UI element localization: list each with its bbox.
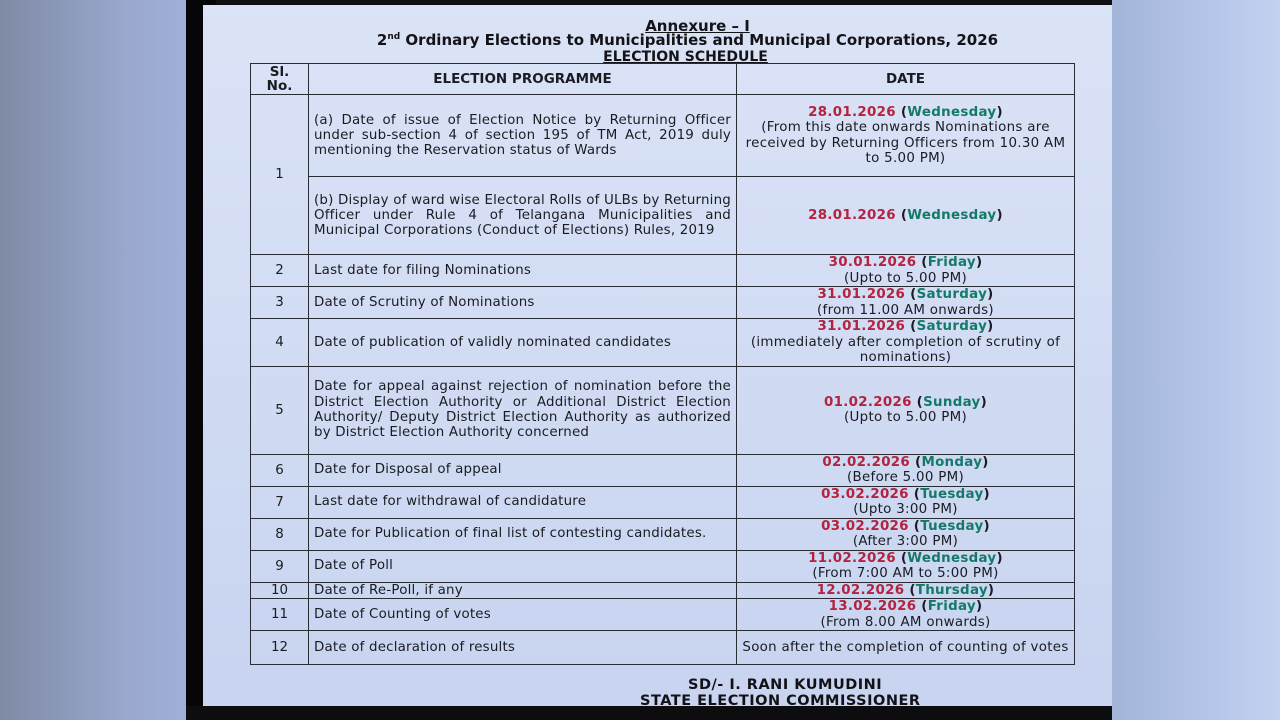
day-value: Tuesday [920,486,984,502]
schedule-heading: ELECTION SCHEDULE [603,49,768,65]
paren-open: ( [905,287,917,302]
paren-close: ) [987,287,994,302]
row-date-cell [737,255,1075,287]
row-programme: Last date for filing Nominations [309,255,737,287]
date-line [742,599,1069,615]
row-programme: (b) Display of ward wise Electoral Rolls of ULBs by Returning Officer under Rule 4 of Telangana Municipalities and Municipal Corporations (Conduct of Elections) Rules, 2019 [309,177,737,255]
row-sl-no: 12 [251,631,309,665]
row-date-cell [737,550,1075,582]
header-date: DATE [737,64,1075,95]
row-sl-no: 11 [251,599,309,631]
date-note: (From this date onwards Nominations are received by Returning Officers from 10.30 AM to 5.00 PM) [745,120,1066,166]
row-programme: Date for Disposal of appeal [309,454,737,486]
paren-open: ( [908,518,921,534]
date-value: 28.01.2026 [808,207,896,223]
row-programme: Date of Scrutiny of Nominations [309,287,737,319]
table-row [251,366,1075,454]
paren-close: ) [983,518,990,534]
row-sl-no: 8 [251,518,309,550]
row-date-cell [737,486,1075,518]
table-row [251,319,1075,367]
paren-close: ) [975,599,983,614]
date-value: 31.01.2026 [817,287,906,302]
row-programme: (a) Date of issue of Election Notice by Returning Officer under sub-section 4 of section 195 of TM Act, 2019 duly mentioning the Reservation status of Wards [309,95,737,177]
row-sl-no: 9 [251,550,309,582]
date-line [742,487,1069,503]
table-row [251,599,1075,631]
date-note: (Upto 3:00 PM) [853,502,958,517]
date-line [742,395,1069,411]
election-schedule-table [250,63,1075,665]
title-ordinal: 2 [376,31,388,49]
row-sl-no: 10 [251,582,309,599]
day-value: Sunday [923,394,981,410]
paren-open: ( [905,319,917,334]
paren-open: ( [895,104,908,120]
document-page [203,5,1112,709]
date-line [742,287,1069,303]
signature-designation: STATE ELECTION COMMISSIONER [640,693,921,709]
date-note: (immediately after completion of scrutiny of nominations) [750,334,1061,365]
date-value: 28.01.2026 [808,104,896,120]
row-date-cell [737,366,1075,454]
table-row [251,518,1075,550]
day-value: Friday [927,599,976,614]
paren-close: ) [987,319,994,334]
date-line [742,583,1069,599]
date-value: 02.02.2026 [822,454,911,470]
paren-open: ( [908,486,921,502]
day-value: Saturday [916,287,988,302]
header-programme: ELECTION PROGRAMME [309,64,737,95]
date-line [742,551,1069,567]
annexure-label: Annexure – I [645,17,750,35]
paren-open: ( [911,394,924,410]
row-date-cell [737,518,1075,550]
signature-name: SD/- I. RANI KUMUDINI [688,677,883,693]
row-programme: Date of declaration of results [309,631,737,665]
date-line [742,455,1069,471]
date-line [742,319,1069,335]
date-value: 31.01.2026 [817,319,906,334]
date-note: (Before 5.00 PM) [847,470,964,485]
row-sl-no: 5 [251,366,309,454]
table-row [251,287,1075,319]
row-programme: Date for Publication of final list of contesting candidates. [309,518,737,550]
paren-close: ) [996,550,1003,566]
row-date-cell [737,454,1075,486]
row-date-cell [737,599,1075,631]
date-note: (From 8.00 AM onwards) [820,614,991,630]
table-row [251,582,1075,599]
date-line [742,255,1069,271]
header-sl-no: Sl. No. [251,64,309,95]
paren-close: ) [983,486,990,502]
day-value: Thursday [915,582,988,598]
day-value: Wednesday [907,550,997,566]
row-sl-no: 2 [251,255,309,287]
row-sl-no: 1 [251,95,309,255]
row-programme: Date of Counting of votes [309,599,737,631]
date-value: 13.02.2026 [828,599,917,614]
date-line [742,208,1069,224]
date-line [742,105,1069,121]
row-sl-no: 6 [251,454,309,486]
row-date-cell [737,95,1075,177]
row-date-cell [737,582,1075,599]
row-programme: Date for appeal against rejection of nomination before the District Election Authority or Additional District Election Authority/ Deputy District Election Authority as authorized by District Election Authority concerned [309,366,737,454]
table-row [251,550,1075,582]
row-sl-no: 4 [251,319,309,367]
document-title [233,31,1142,49]
row-sl-no: 7 [251,486,309,518]
day-value: Monday [921,454,983,470]
date-value: 03.02.2026 [821,518,909,534]
day-value: Wednesday [907,104,997,120]
date-note: (from 11.00 AM onwards) [817,302,994,318]
date-value: 30.01.2026 [828,255,917,270]
row-programme: Date of publication of validly nominated candidates [309,319,737,367]
table-header-row [251,64,1075,95]
row-date-cell [737,631,1075,665]
date-note: (Upto to 5.00 PM) [844,410,967,425]
day-value: Wednesday [907,207,997,223]
title-ordinal-suffix: nd [387,32,401,42]
paren-open: ( [895,550,908,566]
paren-close: ) [975,255,983,270]
day-value: Saturday [916,319,988,334]
day-value: Tuesday [920,518,984,534]
row-date-cell [737,319,1075,367]
table-row [251,454,1075,486]
table-row [251,486,1075,518]
date-line [742,519,1069,535]
paren-close: ) [982,454,989,470]
table-row [251,95,1075,177]
date-value: 11.02.2026 [808,550,896,566]
paren-close: ) [996,104,1003,120]
table-row [251,177,1075,255]
date-note: (Upto to 5.00 PM) [844,270,967,286]
row-date-cell [737,177,1075,255]
paren-open: ( [916,255,928,270]
paren-close: ) [987,582,995,598]
paren-close: ) [996,207,1003,223]
date-note: Soon after the completion of counting of votes [742,639,1069,655]
row-sl-no: 3 [251,287,309,319]
date-value: 03.02.2026 [821,486,909,502]
table-row [251,255,1075,287]
row-programme: Date of Re-Poll, if any [309,582,737,599]
date-note: (After 3:00 PM) [852,534,959,549]
row-programme: Date of Poll [309,550,737,582]
date-value: 01.02.2026 [824,394,912,410]
paren-open: ( [895,207,908,223]
day-value: Friday [927,255,976,270]
date-value: 12.02.2026 [816,582,905,598]
row-programme: Last date for withdrawal of candidature [309,486,737,518]
paren-open: ( [910,454,922,470]
paren-close: ) [980,394,987,410]
title-text: Ordinary Elections to Municipalities and Municipal Corporations, 2026 [400,31,999,49]
paren-open: ( [916,599,928,614]
paren-open: ( [904,582,916,598]
table-row [251,631,1075,665]
row-date-cell [737,287,1075,319]
date-note: (From 7:00 AM to 5:00 PM) [812,566,999,581]
